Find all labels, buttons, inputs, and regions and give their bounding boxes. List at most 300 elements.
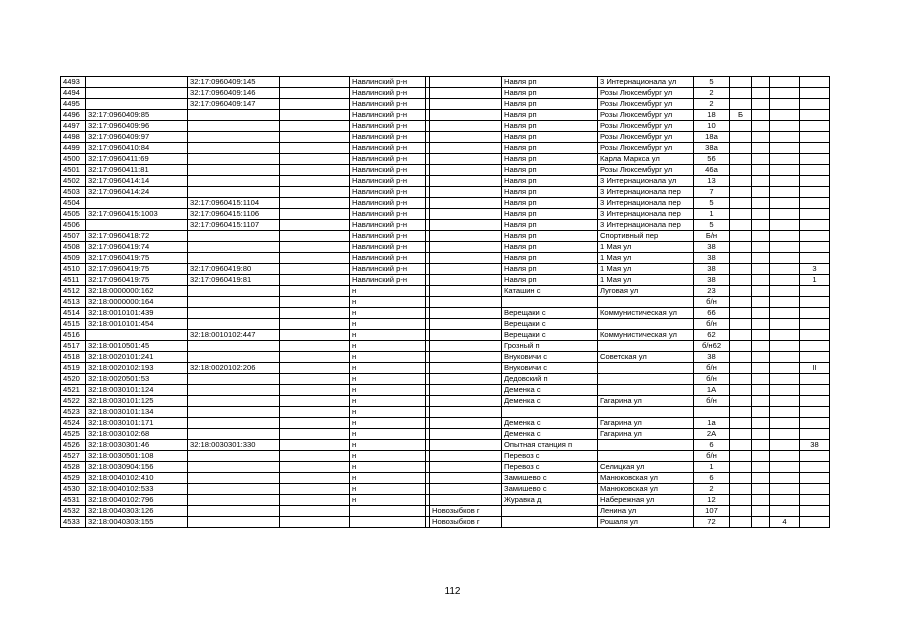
cadastral-number-cell: 32:18:0030501:108 xyxy=(86,451,188,462)
house-number-cell: 5 xyxy=(694,198,730,209)
district-cell: Навлинский р-н xyxy=(350,88,426,99)
settlement-cell: Навля рп xyxy=(502,154,598,165)
row-number-cell: 4499 xyxy=(61,143,86,154)
table-row xyxy=(61,198,830,209)
settlement-cell xyxy=(502,506,598,517)
blank-cell xyxy=(280,77,350,88)
street-cell: Селицкая ул xyxy=(598,462,694,473)
building-letter-cell xyxy=(730,385,752,396)
house-number-cell: 6 xyxy=(694,440,730,451)
settlement-cell: Навля рп xyxy=(502,121,598,132)
extra-number-cell xyxy=(770,506,800,517)
table-row xyxy=(61,242,830,253)
street-cell xyxy=(598,385,694,396)
linked-cadastral-number-cell xyxy=(188,121,280,132)
blank-cell xyxy=(752,220,770,231)
district-cell xyxy=(350,506,426,517)
street-cell: Розы Люксембург ул xyxy=(598,88,694,99)
blank-cell xyxy=(752,440,770,451)
building-letter-cell xyxy=(730,286,752,297)
linked-cadastral-number-cell xyxy=(188,176,280,187)
street-cell: Розы Люксембург ул xyxy=(598,99,694,110)
table-row xyxy=(61,341,830,352)
street-cell: Спортивный пер xyxy=(598,231,694,242)
district-cell: Навлинский р-н xyxy=(350,99,426,110)
house-number-cell: 38а xyxy=(694,143,730,154)
city-cell: Новозыбков г xyxy=(430,517,502,528)
apartment-cell xyxy=(800,143,830,154)
blank-cell xyxy=(752,484,770,495)
blank-cell xyxy=(752,264,770,275)
street-cell: 3 Интернационала пер xyxy=(598,198,694,209)
street-cell: Гагарина ул xyxy=(598,418,694,429)
apartment-cell: 3 xyxy=(800,264,830,275)
building-letter-cell xyxy=(730,176,752,187)
apartment-cell xyxy=(800,352,830,363)
building-letter-cell xyxy=(730,253,752,264)
building-letter-cell xyxy=(730,473,752,484)
building-letter-cell xyxy=(730,154,752,165)
building-letter-cell xyxy=(730,330,752,341)
district-cell: Навлинский р-н xyxy=(350,176,426,187)
cadastral-number-cell: 32:18:0030904:156 xyxy=(86,462,188,473)
blank-cell xyxy=(752,275,770,286)
cadastral-number-cell: 32:17:0960414:14 xyxy=(86,176,188,187)
house-number-cell: 38 xyxy=(694,242,730,253)
building-letter-cell xyxy=(730,341,752,352)
extra-number-cell xyxy=(770,319,800,330)
table-row xyxy=(61,209,830,220)
city-cell xyxy=(430,297,502,308)
settlement-cell: Навля рп xyxy=(502,165,598,176)
blank-cell xyxy=(280,209,350,220)
district-cell: Навлинский р-н xyxy=(350,132,426,143)
building-letter-cell xyxy=(730,495,752,506)
row-number-cell: 4520 xyxy=(61,374,86,385)
district-cell: н xyxy=(350,385,426,396)
cadastral-number-cell: 32:18:0010101:439 xyxy=(86,308,188,319)
table-row xyxy=(61,286,830,297)
city-cell xyxy=(430,396,502,407)
city-cell xyxy=(430,121,502,132)
linked-cadastral-number-cell xyxy=(188,286,280,297)
city-cell xyxy=(430,341,502,352)
linked-cadastral-number-cell: 32:18:0030301:330 xyxy=(188,440,280,451)
linked-cadastral-number-cell xyxy=(188,484,280,495)
linked-cadastral-number-cell xyxy=(188,396,280,407)
house-number-cell: 66 xyxy=(694,308,730,319)
blank-cell xyxy=(752,341,770,352)
building-letter-cell xyxy=(730,77,752,88)
apartment-cell xyxy=(800,286,830,297)
extra-number-cell xyxy=(770,407,800,418)
house-number-cell: 107 xyxy=(694,506,730,517)
street-cell: Гагарина ул xyxy=(598,429,694,440)
row-number-cell: 4503 xyxy=(61,187,86,198)
apartment-cell xyxy=(800,495,830,506)
cadastral-number-cell: 32:18:0030102:68 xyxy=(86,429,188,440)
building-letter-cell xyxy=(730,99,752,110)
cadastral-number-cell: 32:18:0030101:134 xyxy=(86,407,188,418)
apartment-cell xyxy=(800,165,830,176)
linked-cadastral-number-cell xyxy=(188,308,280,319)
district-cell: н xyxy=(350,286,426,297)
apartment-cell xyxy=(800,308,830,319)
blank-cell xyxy=(280,220,350,231)
city-cell xyxy=(430,220,502,231)
district-cell: н xyxy=(350,396,426,407)
row-number-cell: 4523 xyxy=(61,407,86,418)
blank-cell xyxy=(280,297,350,308)
extra-number-cell xyxy=(770,484,800,495)
table-row xyxy=(61,275,830,286)
street-cell: 3 Интернационала пер xyxy=(598,220,694,231)
apartment-cell xyxy=(800,319,830,330)
blank-cell xyxy=(752,374,770,385)
settlement-cell: Журавка д xyxy=(502,495,598,506)
apartment-cell xyxy=(800,154,830,165)
blank-cell xyxy=(280,121,350,132)
row-number-cell: 4506 xyxy=(61,220,86,231)
blank-cell xyxy=(280,319,350,330)
blank-cell xyxy=(752,396,770,407)
district-cell: Навлинский р-н xyxy=(350,231,426,242)
city-cell xyxy=(430,132,502,143)
cadastral-number-cell: 32:17:0960409:97 xyxy=(86,132,188,143)
house-number-cell: 5 xyxy=(694,77,730,88)
row-number-cell: 4510 xyxy=(61,264,86,275)
settlement-cell: Навля рп xyxy=(502,275,598,286)
building-letter-cell xyxy=(730,121,752,132)
street-cell: Гагарина ул xyxy=(598,396,694,407)
cadastral-number-cell xyxy=(86,88,188,99)
blank-cell xyxy=(280,473,350,484)
district-cell: Навлинский р-н xyxy=(350,154,426,165)
extra-number-cell xyxy=(770,242,800,253)
extra-number-cell xyxy=(770,308,800,319)
settlement-cell: Навля рп xyxy=(502,264,598,275)
district-cell: н xyxy=(350,297,426,308)
cadastral-number-cell xyxy=(86,220,188,231)
settlement-cell: Деменка с xyxy=(502,429,598,440)
table-row xyxy=(61,319,830,330)
table-row xyxy=(61,363,830,374)
table-row xyxy=(61,407,830,418)
row-number-cell: 4501 xyxy=(61,165,86,176)
extra-number-cell xyxy=(770,363,800,374)
blank-cell xyxy=(752,385,770,396)
city-cell xyxy=(430,209,502,220)
street-cell: Розы Люксембург ул xyxy=(598,132,694,143)
table-row xyxy=(61,187,830,198)
row-number-cell: 4496 xyxy=(61,110,86,121)
extra-number-cell xyxy=(770,198,800,209)
city-cell xyxy=(430,319,502,330)
blank-cell xyxy=(280,99,350,110)
linked-cadastral-number-cell xyxy=(188,187,280,198)
settlement-cell: Верещаки с xyxy=(502,308,598,319)
house-number-cell: 38 xyxy=(694,275,730,286)
house-number-cell: 23 xyxy=(694,286,730,297)
extra-number-cell xyxy=(770,99,800,110)
district-cell: Навлинский р-н xyxy=(350,209,426,220)
apartment-cell xyxy=(800,341,830,352)
blank-cell xyxy=(280,253,350,264)
extra-number-cell xyxy=(770,121,800,132)
blank-cell xyxy=(752,352,770,363)
table-row xyxy=(61,297,830,308)
extra-number-cell xyxy=(770,220,800,231)
blank-cell xyxy=(752,110,770,121)
house-number-cell: 1 xyxy=(694,462,730,473)
house-number-cell: 12 xyxy=(694,495,730,506)
house-number-cell: 1А xyxy=(694,385,730,396)
cadastral-number-cell: 32:18:0030301:46 xyxy=(86,440,188,451)
linked-cadastral-number-cell: 32:17:0960419:80 xyxy=(188,264,280,275)
cadastral-number-cell: 32:17:0960409:85 xyxy=(86,110,188,121)
city-cell xyxy=(430,407,502,418)
table-row xyxy=(61,517,830,528)
blank-cell xyxy=(280,352,350,363)
building-letter-cell xyxy=(730,418,752,429)
linked-cadastral-number-cell xyxy=(188,132,280,143)
row-number-cell: 4494 xyxy=(61,88,86,99)
settlement-cell: Каташин с xyxy=(502,286,598,297)
table-row xyxy=(61,429,830,440)
building-letter-cell xyxy=(730,374,752,385)
settlement-cell: Навля рп xyxy=(502,242,598,253)
house-number-cell: 38 xyxy=(694,264,730,275)
table-row xyxy=(61,77,830,88)
settlement-cell: Навля рп xyxy=(502,88,598,99)
settlement-cell: Грозный п xyxy=(502,341,598,352)
apartment-cell: 1 xyxy=(800,275,830,286)
cadastral-number-cell: 32:18:0040303:126 xyxy=(86,506,188,517)
row-number-cell: 4525 xyxy=(61,429,86,440)
city-cell xyxy=(430,253,502,264)
linked-cadastral-number-cell xyxy=(188,319,280,330)
street-cell: Набережная ул xyxy=(598,495,694,506)
cadastral-number-cell: 32:17:0960419:75 xyxy=(86,253,188,264)
city-cell xyxy=(430,176,502,187)
linked-cadastral-number-cell xyxy=(188,374,280,385)
blank-cell xyxy=(752,253,770,264)
street-cell: Розы Люксембург ул xyxy=(598,121,694,132)
building-letter-cell xyxy=(730,198,752,209)
cadastral-number-cell: 32:17:0960419:74 xyxy=(86,242,188,253)
settlement-cell: Деменка с xyxy=(502,396,598,407)
blank-cell xyxy=(280,110,350,121)
linked-cadastral-number-cell xyxy=(188,341,280,352)
city-cell xyxy=(430,286,502,297)
building-letter-cell xyxy=(730,264,752,275)
extra-number-cell xyxy=(770,352,800,363)
settlement-cell: Перевоз с xyxy=(502,462,598,473)
row-number-cell: 4533 xyxy=(61,517,86,528)
row-number-cell: 4518 xyxy=(61,352,86,363)
cadastral-number-cell: 32:17:0960411:81 xyxy=(86,165,188,176)
row-number-cell: 4529 xyxy=(61,473,86,484)
district-cell: Навлинский р-н xyxy=(350,264,426,275)
linked-cadastral-number-cell: 32:18:0020102:206 xyxy=(188,363,280,374)
apartment-cell xyxy=(800,462,830,473)
district-cell: Навлинский р-н xyxy=(350,242,426,253)
cadastral-number-cell: 32:17:0960415:1003 xyxy=(86,209,188,220)
cadastral-number-cell: 32:17:0960419:75 xyxy=(86,275,188,286)
house-number-cell: 56 xyxy=(694,154,730,165)
row-number-cell: 4505 xyxy=(61,209,86,220)
building-letter-cell xyxy=(730,88,752,99)
settlement-cell: Деменка с xyxy=(502,418,598,429)
settlement-cell: Замишево с xyxy=(502,484,598,495)
building-letter-cell xyxy=(730,308,752,319)
extra-number-cell xyxy=(770,231,800,242)
extra-number-cell xyxy=(770,451,800,462)
table-row xyxy=(61,220,830,231)
linked-cadastral-number-cell xyxy=(188,253,280,264)
district-cell: н xyxy=(350,319,426,330)
linked-cadastral-number-cell xyxy=(188,517,280,528)
apartment-cell xyxy=(800,517,830,528)
linked-cadastral-number-cell xyxy=(188,407,280,418)
linked-cadastral-number-cell: 32:18:0010102:447 xyxy=(188,330,280,341)
street-cell: Рошаля ул xyxy=(598,517,694,528)
blank-cell xyxy=(752,451,770,462)
city-cell xyxy=(430,473,502,484)
blank-cell xyxy=(752,99,770,110)
table-row xyxy=(61,99,830,110)
city-cell xyxy=(430,462,502,473)
blank-cell xyxy=(280,495,350,506)
extra-number-cell xyxy=(770,176,800,187)
blank-cell xyxy=(752,209,770,220)
house-number-cell: 6 xyxy=(694,473,730,484)
building-letter-cell xyxy=(730,429,752,440)
district-cell: Навлинский р-н xyxy=(350,220,426,231)
city-cell xyxy=(430,363,502,374)
row-number-cell: 4524 xyxy=(61,418,86,429)
extra-number-cell xyxy=(770,341,800,352)
building-letter-cell xyxy=(730,440,752,451)
linked-cadastral-number-cell: 32:17:0960415:1107 xyxy=(188,220,280,231)
blank-cell xyxy=(280,330,350,341)
settlement-cell: Навля рп xyxy=(502,209,598,220)
district-cell: н xyxy=(350,484,426,495)
apartment-cell xyxy=(800,99,830,110)
linked-cadastral-number-cell xyxy=(188,154,280,165)
blank-cell xyxy=(752,418,770,429)
house-number-cell: 18а xyxy=(694,132,730,143)
street-cell: Карла Маркса ул xyxy=(598,154,694,165)
table-row xyxy=(61,231,830,242)
district-cell: н xyxy=(350,363,426,374)
table-row xyxy=(61,451,830,462)
building-letter-cell xyxy=(730,451,752,462)
cadastral-number-cell xyxy=(86,330,188,341)
building-letter-cell xyxy=(730,462,752,473)
linked-cadastral-number-cell xyxy=(188,242,280,253)
settlement-cell: Навля рп xyxy=(502,132,598,143)
table-row xyxy=(61,374,830,385)
street-cell xyxy=(598,363,694,374)
blank-cell xyxy=(280,506,350,517)
cadastral-number-cell: 32:18:0020101:241 xyxy=(86,352,188,363)
extra-number-cell xyxy=(770,165,800,176)
extra-number-cell xyxy=(770,374,800,385)
district-cell: н xyxy=(350,308,426,319)
linked-cadastral-number-cell xyxy=(188,473,280,484)
extra-number-cell xyxy=(770,495,800,506)
row-number-cell: 4497 xyxy=(61,121,86,132)
extra-number-cell xyxy=(770,385,800,396)
city-cell xyxy=(430,198,502,209)
row-number-cell: 4514 xyxy=(61,308,86,319)
building-letter-cell xyxy=(730,352,752,363)
row-number-cell: 4507 xyxy=(61,231,86,242)
house-number-cell: 18 xyxy=(694,110,730,121)
house-number-cell: 38 xyxy=(694,352,730,363)
blank-cell xyxy=(752,308,770,319)
cadastral-number-cell: 32:18:0000000:164 xyxy=(86,297,188,308)
city-cell xyxy=(430,418,502,429)
apartment-cell xyxy=(800,187,830,198)
row-number-cell: 4495 xyxy=(61,99,86,110)
district-cell: Навлинский р-н xyxy=(350,165,426,176)
street-cell: 3 Интернационала ул xyxy=(598,176,694,187)
table-row xyxy=(61,110,830,121)
blank-cell xyxy=(752,462,770,473)
apartment-cell xyxy=(800,176,830,187)
row-number-cell: 4509 xyxy=(61,253,86,264)
cadastral-number-cell: 32:17:0960414:24 xyxy=(86,187,188,198)
city-cell xyxy=(430,242,502,253)
city-cell xyxy=(430,308,502,319)
city-cell xyxy=(430,187,502,198)
apartment-cell xyxy=(800,407,830,418)
linked-cadastral-number-cell xyxy=(188,495,280,506)
settlement-cell: Перевоз с xyxy=(502,451,598,462)
linked-cadastral-number-cell xyxy=(188,429,280,440)
apartment-cell xyxy=(800,396,830,407)
apartment-cell xyxy=(800,374,830,385)
district-cell: н xyxy=(350,429,426,440)
cadastral-number-cell: 32:18:0010501:45 xyxy=(86,341,188,352)
house-number-cell: б/н xyxy=(694,319,730,330)
blank-cell xyxy=(280,88,350,99)
blank-cell xyxy=(280,143,350,154)
cadastral-number-cell: 32:17:0960410:84 xyxy=(86,143,188,154)
blank-cell xyxy=(280,451,350,462)
cadastral-number-cell: 32:18:0020501:53 xyxy=(86,374,188,385)
blank-cell xyxy=(280,231,350,242)
house-number-cell: 72 xyxy=(694,517,730,528)
blank-cell xyxy=(280,154,350,165)
district-cell: Навлинский р-н xyxy=(350,143,426,154)
table-row xyxy=(61,121,830,132)
street-cell: Советская ул xyxy=(598,352,694,363)
building-letter-cell xyxy=(730,132,752,143)
row-number-cell: 4493 xyxy=(61,77,86,88)
extra-number-cell xyxy=(770,209,800,220)
row-number-cell: 4511 xyxy=(61,275,86,286)
cadastral-number-cell: 32:18:0040102:410 xyxy=(86,473,188,484)
apartment-cell xyxy=(800,198,830,209)
apartment-cell xyxy=(800,88,830,99)
cadastral-number-cell: 32:18:0030101:171 xyxy=(86,418,188,429)
district-cell: н xyxy=(350,473,426,484)
blank-cell xyxy=(280,275,350,286)
linked-cadastral-number-cell: 32:17:0960409:146 xyxy=(188,88,280,99)
